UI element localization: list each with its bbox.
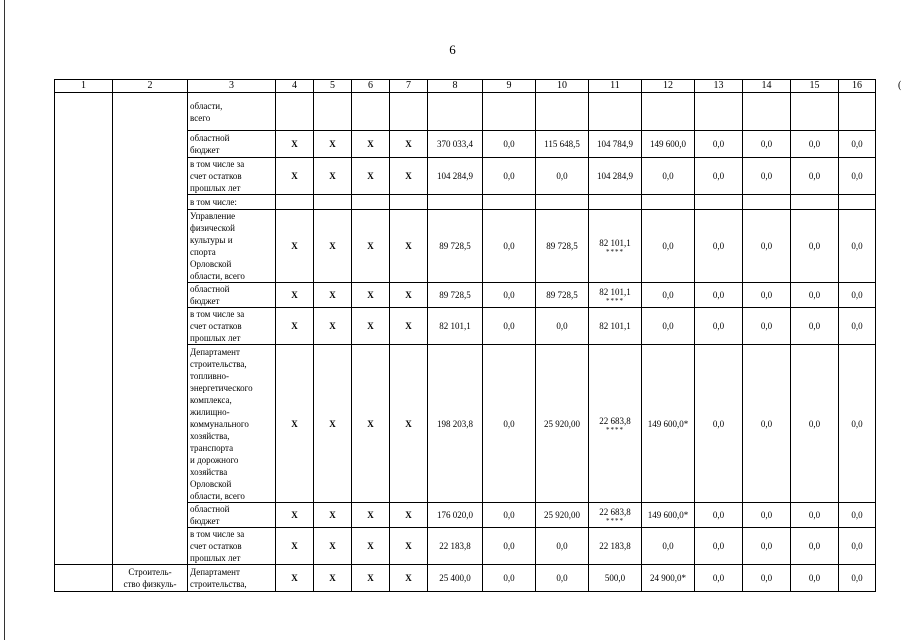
column-number: 14 <box>743 80 791 93</box>
column-number: 4 <box>276 80 314 93</box>
amount-cell <box>536 308 589 345</box>
x-mark: X <box>352 210 390 283</box>
amount-cell <box>589 93 642 131</box>
x-mark <box>276 195 314 210</box>
amount-cell <box>483 210 536 283</box>
amount-value: 0,0 <box>712 541 725 551</box>
amount-cell <box>743 158 791 195</box>
amount-cell <box>839 195 876 210</box>
amount-value: 0,0 <box>760 321 773 331</box>
amount-cell <box>791 283 839 308</box>
amount-value: 0,0 <box>503 418 515 429</box>
amount-cell <box>791 210 839 283</box>
amount-cell <box>483 503 536 528</box>
amount-value: 82 101,1 <box>439 321 471 331</box>
x-mark <box>276 93 314 131</box>
amount-value: 0,0 <box>851 418 863 429</box>
funding-source: области, всего <box>188 93 276 131</box>
amount-cell <box>483 158 536 195</box>
amount-cell <box>642 283 695 308</box>
amount-value: 0,0 <box>556 171 568 181</box>
funding-source: областной бюджет <box>188 283 276 308</box>
x-mark: X <box>276 308 314 345</box>
x-mark: X <box>276 131 314 158</box>
amount-cell <box>428 565 483 592</box>
amount-cell <box>839 210 876 283</box>
x-mark <box>314 93 352 131</box>
x-mark: X <box>276 158 314 195</box>
amount-value: 0,0 <box>760 241 773 251</box>
amount-cell <box>642 210 695 283</box>
x-mark: X <box>352 528 390 565</box>
amount-value: 82 101,1 <box>599 287 631 297</box>
amount-value: 0,0 <box>662 321 674 331</box>
x-mark: X <box>276 503 314 528</box>
amount-cell <box>791 565 839 592</box>
x-mark <box>390 93 428 131</box>
amount-cell <box>642 131 695 158</box>
x-mark: X <box>314 283 352 308</box>
amount-cell <box>483 131 536 158</box>
x-mark: X <box>314 528 352 565</box>
column-number: 5 <box>314 80 352 93</box>
amount-cell <box>695 158 743 195</box>
x-mark <box>314 195 352 210</box>
funding-source: Департамент строительства, топливно- энергетического комплекса, жилищно- коммунального хозяйства, транспорта и дорожного хозяйства Орловской области, всего <box>188 345 276 503</box>
amount-cell <box>642 565 695 592</box>
amount-value: 22 683,8 <box>599 507 631 517</box>
amount-cell <box>743 503 791 528</box>
amount-cell <box>743 93 791 131</box>
amount-cell <box>589 158 642 195</box>
amount-cell <box>536 210 589 283</box>
amount-value: 24 900,0* <box>650 573 686 583</box>
amount-value: 198 203,8 <box>437 418 473 429</box>
x-mark: X <box>314 565 352 592</box>
x-mark <box>352 195 390 210</box>
amount-cell <box>695 195 743 210</box>
amount-value: 0,0 <box>503 171 515 181</box>
amount-value: 0,0 <box>851 171 863 181</box>
footnote-stars: **** <box>606 248 624 256</box>
amount-value: 0,0 <box>851 241 863 251</box>
section-cell <box>113 93 188 565</box>
amount-cell <box>695 345 743 503</box>
amount-value: 0,0 <box>712 171 725 181</box>
amount-cell <box>839 283 876 308</box>
amount-cell <box>743 131 791 158</box>
amount-cell <box>695 528 743 565</box>
amount-cell <box>536 195 589 210</box>
amount-cell <box>743 308 791 345</box>
amount-value: 22 183,8 <box>599 541 631 551</box>
amount-cell <box>483 345 536 503</box>
amount-cell <box>791 195 839 210</box>
table-row <box>55 93 876 131</box>
amount-cell <box>536 158 589 195</box>
x-mark: X <box>276 565 314 592</box>
column-number: 10 <box>536 80 589 93</box>
amount-value: 0,0 <box>808 418 821 429</box>
amount-value: 0,0 <box>503 241 515 251</box>
x-mark: X <box>314 210 352 283</box>
section-label: Строитель- ство физкуль- <box>113 565 188 592</box>
amount-cell <box>536 528 589 565</box>
x-mark: X <box>390 210 428 283</box>
amount-cell <box>791 308 839 345</box>
amount-value: 0,0 <box>760 510 773 520</box>
amount-value: 0,0 <box>808 139 821 149</box>
footnote-stars: **** <box>606 517 624 525</box>
funding-source: областной бюджет <box>188 131 276 158</box>
amount-value: 0,0 <box>712 139 725 149</box>
amount-cell <box>695 283 743 308</box>
amount-cell <box>695 210 743 283</box>
amount-cell <box>483 283 536 308</box>
x-mark: X <box>352 158 390 195</box>
amount-value: 115 648,5 <box>544 139 580 149</box>
amount-cell <box>743 195 791 210</box>
column-number: 2 <box>113 80 188 93</box>
column-number: 9 <box>483 80 536 93</box>
amount-cell <box>536 345 589 503</box>
amount-cell <box>642 345 695 503</box>
amount-cell <box>428 158 483 195</box>
amount-value: 0,0 <box>503 510 515 520</box>
amount-cell <box>536 283 589 308</box>
amount-cell <box>743 210 791 283</box>
amount-cell <box>695 308 743 345</box>
amount-value: 0,0 <box>808 321 821 331</box>
amount-value: 0,0 <box>851 510 863 520</box>
amount-value: 149 600,0 <box>650 139 686 149</box>
amount-value: 0,0 <box>808 241 821 251</box>
amount-cell <box>642 158 695 195</box>
page-number: 6 <box>449 42 456 57</box>
amount-cell <box>589 528 642 565</box>
footnote-stars: **** <box>606 425 624 434</box>
amount-value: 0,0 <box>503 541 515 551</box>
amount-cell <box>589 565 642 592</box>
right-margin-mark: ( <box>898 80 902 91</box>
amount-cell <box>483 93 536 131</box>
amount-cell <box>428 308 483 345</box>
amount-value: 176 020,0 <box>437 510 473 520</box>
amount-value: 25 920,00 <box>544 510 580 520</box>
amount-value: 82 101,1 <box>599 238 631 248</box>
x-mark: X <box>314 503 352 528</box>
amount-cell <box>839 503 876 528</box>
x-mark: X <box>314 158 352 195</box>
amount-cell <box>536 565 589 592</box>
amount-value: 22 183,8 <box>439 541 471 551</box>
column-number: 3 <box>188 80 276 93</box>
row-number-cell <box>55 565 113 592</box>
x-mark: X <box>390 131 428 158</box>
amount-cell <box>483 308 536 345</box>
left-margin-rule <box>4 0 5 640</box>
amount-cell <box>589 283 642 308</box>
amount-cell <box>695 93 743 131</box>
amount-value: 89 728,5 <box>546 241 578 251</box>
amount-value: 0,0 <box>851 290 863 300</box>
amount-value: 25 400,0 <box>439 573 471 583</box>
x-mark: X <box>276 528 314 565</box>
amount-value: 104 284,9 <box>597 171 633 181</box>
x-mark: X <box>314 345 352 503</box>
amount-value: 0,0 <box>712 290 725 300</box>
amount-cell <box>839 565 876 592</box>
amount-value: 0,0 <box>662 171 674 181</box>
footnote-stars: **** <box>606 297 624 305</box>
column-number: 8 <box>428 80 483 93</box>
amount-cell <box>428 283 483 308</box>
x-mark: X <box>390 283 428 308</box>
amount-value: 0,0 <box>712 241 725 251</box>
amount-cell <box>428 195 483 210</box>
amount-value: 0,0 <box>851 139 863 149</box>
x-mark: X <box>276 345 314 503</box>
amount-cell <box>839 345 876 503</box>
amount-cell <box>536 93 589 131</box>
amount-value: 0,0 <box>808 171 821 181</box>
amount-cell <box>589 345 642 503</box>
amount-value: 104 284,9 <box>437 171 473 181</box>
amount-cell <box>589 308 642 345</box>
amount-value: 0,0 <box>808 573 821 583</box>
amount-value: 104 784,9 <box>597 139 633 149</box>
amount-cell <box>642 308 695 345</box>
amount-value: 0,0 <box>662 241 674 251</box>
x-mark: X <box>352 565 390 592</box>
amount-cell <box>839 131 876 158</box>
x-mark: X <box>352 131 390 158</box>
amount-cell <box>642 503 695 528</box>
amount-value: 0,0 <box>712 573 725 583</box>
column-number: 16 <box>839 80 876 93</box>
amount-value: 0,0 <box>808 510 821 520</box>
amount-value: 0,0 <box>760 139 773 149</box>
amount-cell <box>483 195 536 210</box>
amount-cell <box>791 345 839 503</box>
amount-value: 370 033,4 <box>437 139 473 149</box>
x-mark: X <box>390 308 428 345</box>
amount-value: 0,0 <box>808 290 821 300</box>
x-mark: X <box>352 283 390 308</box>
amount-cell <box>428 131 483 158</box>
funding-source: в том числе за счет остатков прошлых лет <box>188 158 276 195</box>
amount-value: 89 728,5 <box>439 290 471 300</box>
amount-value: 0,0 <box>760 418 773 429</box>
amount-cell <box>695 503 743 528</box>
amount-value: 22 683,8 <box>599 415 631 426</box>
amount-value: 0,0 <box>712 510 725 520</box>
amount-value: 0,0 <box>556 321 568 331</box>
amount-cell <box>791 158 839 195</box>
amount-value: 0,0 <box>760 290 773 300</box>
amount-cell <box>428 345 483 503</box>
amount-value: 149 600,0* <box>647 418 689 429</box>
amount-value: 500,0 <box>604 573 626 583</box>
amount-cell <box>839 93 876 131</box>
x-mark: X <box>314 308 352 345</box>
amount-cell <box>791 503 839 528</box>
x-mark: X <box>390 528 428 565</box>
amount-cell <box>483 528 536 565</box>
x-mark: X <box>390 158 428 195</box>
funding-source: в том числе за счет остатков прошлых лет <box>188 528 276 565</box>
amount-cell <box>642 528 695 565</box>
amount-cell <box>743 528 791 565</box>
amount-value: 82 101,1 <box>599 321 631 331</box>
x-mark: X <box>352 308 390 345</box>
amount-value: 0,0 <box>851 573 863 583</box>
amount-cell <box>791 93 839 131</box>
column-number: 12 <box>642 80 695 93</box>
amount-value: 0,0 <box>503 139 515 149</box>
amount-cell <box>743 565 791 592</box>
amount-cell <box>428 93 483 131</box>
amount-value: 0,0 <box>712 418 725 429</box>
amount-cell <box>483 565 536 592</box>
amount-cell <box>642 93 695 131</box>
amount-cell <box>536 503 589 528</box>
funding-source: в том числе: <box>188 195 276 210</box>
x-mark: X <box>352 503 390 528</box>
amount-value: 0,0 <box>556 541 568 551</box>
amount-value: 0,0 <box>662 290 674 300</box>
x-mark <box>352 93 390 131</box>
amount-cell <box>839 528 876 565</box>
amount-value: 0,0 <box>662 541 674 551</box>
amount-cell <box>589 503 642 528</box>
column-number: 6 <box>352 80 390 93</box>
amount-value: 0,0 <box>808 541 821 551</box>
amount-cell <box>589 131 642 158</box>
funding-source: Департамент строительства, <box>188 565 276 592</box>
funding-source: Управление физической культуры и спорта Орловской области, всего <box>188 210 276 283</box>
amount-value: 149 600,0* <box>647 510 689 520</box>
amount-cell <box>791 131 839 158</box>
amount-value: 0,0 <box>712 321 725 331</box>
amount-cell <box>428 503 483 528</box>
header-row <box>55 80 876 93</box>
row-number-cell <box>55 93 113 565</box>
x-mark: X <box>352 345 390 503</box>
amount-value: 0,0 <box>556 573 568 583</box>
amount-value: 89 728,5 <box>439 241 471 251</box>
amount-cell <box>589 210 642 283</box>
amount-cell <box>642 195 695 210</box>
amount-cell <box>839 308 876 345</box>
amount-cell <box>428 528 483 565</box>
amount-value: 0,0 <box>760 541 773 551</box>
x-mark: X <box>276 210 314 283</box>
x-mark: X <box>276 283 314 308</box>
column-number: 13 <box>695 80 743 93</box>
amount-cell <box>536 131 589 158</box>
amount-value: 0,0 <box>760 171 773 181</box>
amount-value: 0,0 <box>503 321 515 331</box>
amount-value: 89 728,5 <box>546 290 578 300</box>
funding-source: областной бюджет <box>188 503 276 528</box>
x-mark <box>390 195 428 210</box>
amount-cell <box>791 528 839 565</box>
amount-cell <box>428 210 483 283</box>
amount-value: 25 920,00 <box>544 418 580 429</box>
amount-cell <box>695 565 743 592</box>
x-mark: X <box>390 565 428 592</box>
amount-value: 0,0 <box>503 290 515 300</box>
amount-cell <box>589 195 642 210</box>
column-number: 11 <box>589 80 642 93</box>
amount-value: 0,0 <box>851 541 863 551</box>
funding-source: в том числе за счет остатков прошлых лет <box>188 308 276 345</box>
x-mark: X <box>390 345 428 503</box>
amount-cell <box>743 283 791 308</box>
amount-value: 0,0 <box>851 321 863 331</box>
amount-value: 0,0 <box>760 573 773 583</box>
x-mark: X <box>314 131 352 158</box>
column-number: 15 <box>791 80 839 93</box>
amount-cell <box>743 345 791 503</box>
amount-cell <box>839 158 876 195</box>
column-number: 7 <box>390 80 428 93</box>
amount-cell <box>695 131 743 158</box>
x-mark: X <box>390 503 428 528</box>
amount-value: 0,0 <box>503 573 515 583</box>
budget-table <box>54 79 876 592</box>
table-row <box>55 565 876 592</box>
column-number: 1 <box>55 80 113 93</box>
